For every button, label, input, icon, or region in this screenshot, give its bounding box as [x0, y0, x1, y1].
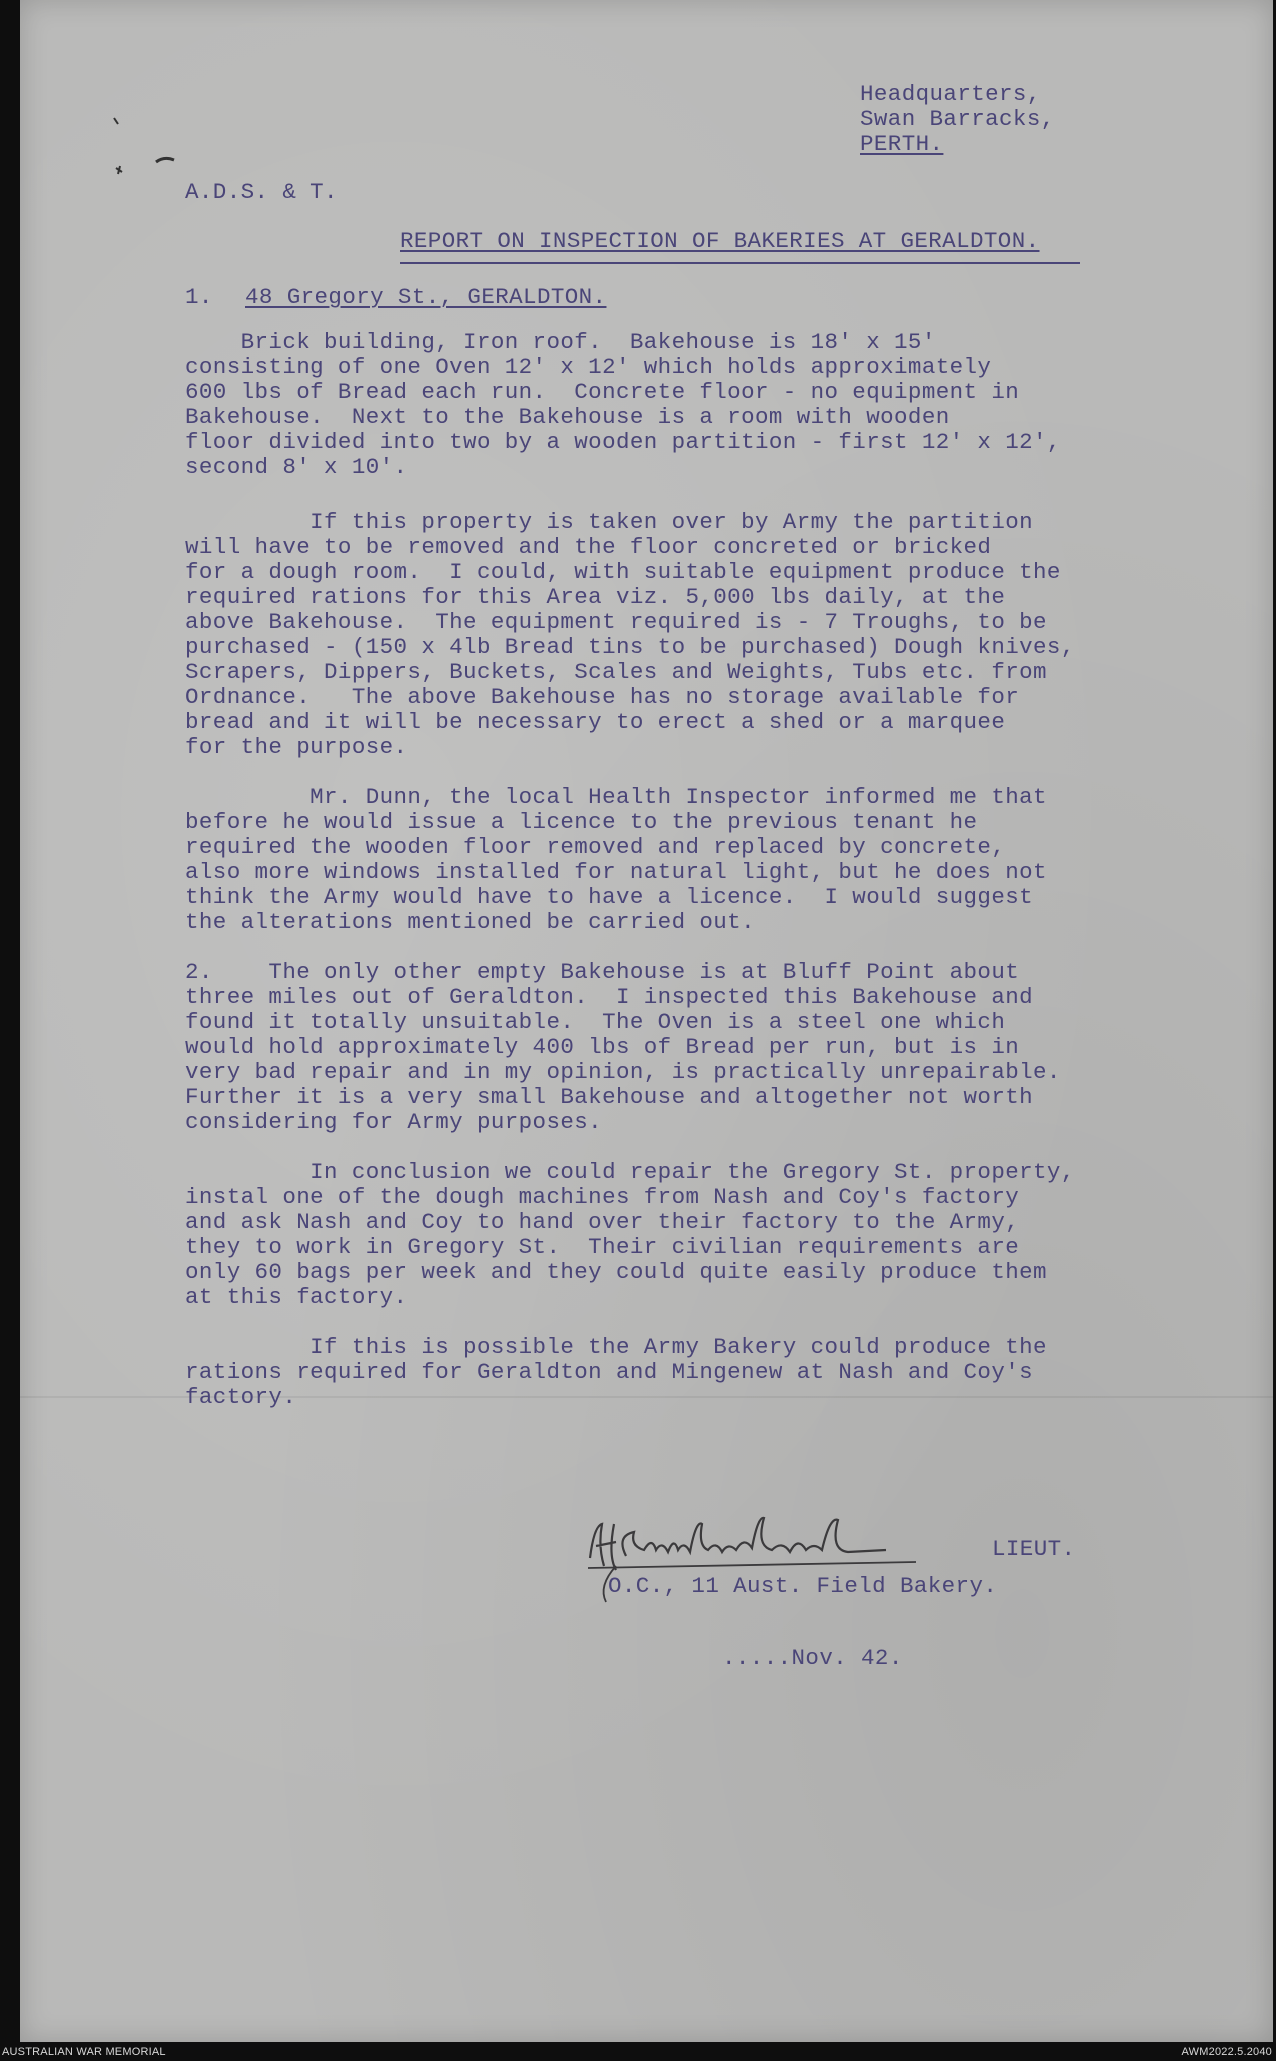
title-double-underline — [400, 262, 1080, 264]
paragraph-2-line: Ordnance. The above Bakehouse has no storage available for — [185, 684, 1020, 710]
paragraph-2-line: will have to be removed and the floor concreted or bricked — [185, 534, 992, 560]
signatory-position: O.C., 11 Aust. Field Bakery. — [608, 1573, 998, 1599]
footer-institution: AUSTRALIAN WAR MEMORIAL — [2, 2046, 166, 2058]
section-1-number: 1. — [185, 284, 213, 310]
section-1-heading: 48 Gregory St., GERALDTON. — [245, 284, 607, 310]
paragraph-2-line: bread and it will be necessary to erect a shed or a marquee — [185, 709, 1006, 735]
paragraph-4-line: found it totally unsuitable. The Oven is a steel one which — [185, 1009, 1006, 1035]
paragraph-4-line: very bad repair and in my opinion, is practically unrepairable. — [185, 1059, 1061, 1085]
paragraph-5-line: instal one of the dough machines from Nash and Coy's factory — [185, 1184, 1020, 1210]
paragraph-5-line: they to work in Gregory St. Their civilian requirements are — [185, 1234, 1020, 1260]
footer-accession-number: AWM2022.5.2040 — [1181, 2046, 1272, 2058]
paragraph-6-line: If this is possible the Army Bakery could produce the — [185, 1334, 1047, 1360]
paragraph-1-line: floor divided into two by a wooden partition - first 12' x 12', — [185, 429, 1061, 455]
report-date: .....Nov. 42. — [722, 1645, 903, 1671]
paragraph-4-line: would hold approximately 400 lbs of Bread per run, but is in — [185, 1034, 1020, 1060]
paragraph-1-line: Brick building, Iron roof. Bakehouse is 18' x 15' — [185, 329, 936, 355]
document-page — [20, 0, 1273, 2042]
paragraph-3-line: before he would issue a licence to the previous tenant he — [185, 809, 978, 835]
report-title: REPORT ON INSPECTION OF BAKERIES AT GERALDTON. — [400, 228, 1040, 254]
address-line-2: Swan Barracks, — [860, 106, 1055, 132]
signatory-rank: LIEUT. — [992, 1536, 1076, 1562]
paragraph-5-line: In conclusion we could repair the Gregory St. property, — [185, 1159, 1075, 1185]
address-line-1: Headquarters, — [860, 81, 1041, 107]
addressee: A.D.S. & T. — [185, 179, 338, 205]
paragraph-2-line: If this property is taken over by Army the partition — [185, 509, 1034, 535]
paragraph-1-line: Bakehouse. Next to the Bakehouse is a room with wooden — [185, 404, 950, 430]
paragraph-3-line: required the wooden floor removed and replaced by concrete, — [185, 834, 1006, 860]
paragraph-3-line: the alterations mentioned be carried out. — [185, 909, 755, 935]
paragraph-1-line: second 8' x 10'. — [185, 454, 408, 480]
paragraph-5-line: and ask Nash and Coy to hand over their factory to the Army, — [185, 1209, 1020, 1235]
paragraph-5-line: only 60 bags per week and they could quite easily produce them — [185, 1259, 1047, 1285]
paragraph-4-line: considering for Army purposes. — [185, 1109, 603, 1135]
stray-dash-mark — [152, 154, 192, 168]
paragraph-3-line: Mr. Dunn, the local Health Inspector informed me that — [185, 784, 1047, 810]
paragraph-6-line: rations required for Geraldton and Mingenew at Nash and Coy's — [185, 1359, 1034, 1385]
stray-pencil-marks — [108, 112, 138, 182]
paragraph-3-line: also more windows installed for natural light, but he does not — [185, 859, 1047, 885]
paragraph-4-line: Further it is a very small Bakehouse and altogether not worth — [185, 1084, 1034, 1110]
paragraph-4-line: three miles out of Geraldton. I inspected this Bakehouse and — [185, 984, 1034, 1010]
paragraph-2-line: for the purpose. — [185, 734, 408, 760]
paragraph-3-line: think the Army would have to have a licence. I would suggest — [185, 884, 1034, 910]
paragraph-6-line: factory. — [185, 1384, 297, 1410]
paragraph-4-line: 2. The only other empty Bakehouse is at Bluff Point about — [185, 959, 1020, 985]
paragraph-2-line: above Bakehouse. The equipment required is - 7 Troughs, to be — [185, 609, 1047, 635]
paragraph-5-line: at this factory. — [185, 1284, 408, 1310]
paragraph-2-line: purchased - (150 x 4lb Bread tins to be purchased) Dough knives, — [185, 634, 1075, 660]
address-line-3: PERTH. — [860, 131, 944, 157]
paragraph-2-line: Scrapers, Dippers, Buckets, Scales and Weights, Tubs etc. from — [185, 659, 1047, 685]
paragraph-2-line: required rations for this Area viz. 5,000 lbs daily, at the — [185, 584, 1006, 610]
paragraph-1-line: 600 lbs of Bread each run. Concrete floor - no equipment in — [185, 379, 1020, 405]
paragraph-2-line: for a dough room. I could, with suitable equipment produce the — [185, 559, 1061, 585]
paragraph-1-line: consisting of one Oven 12' x 12' which holds approximately — [185, 354, 992, 380]
